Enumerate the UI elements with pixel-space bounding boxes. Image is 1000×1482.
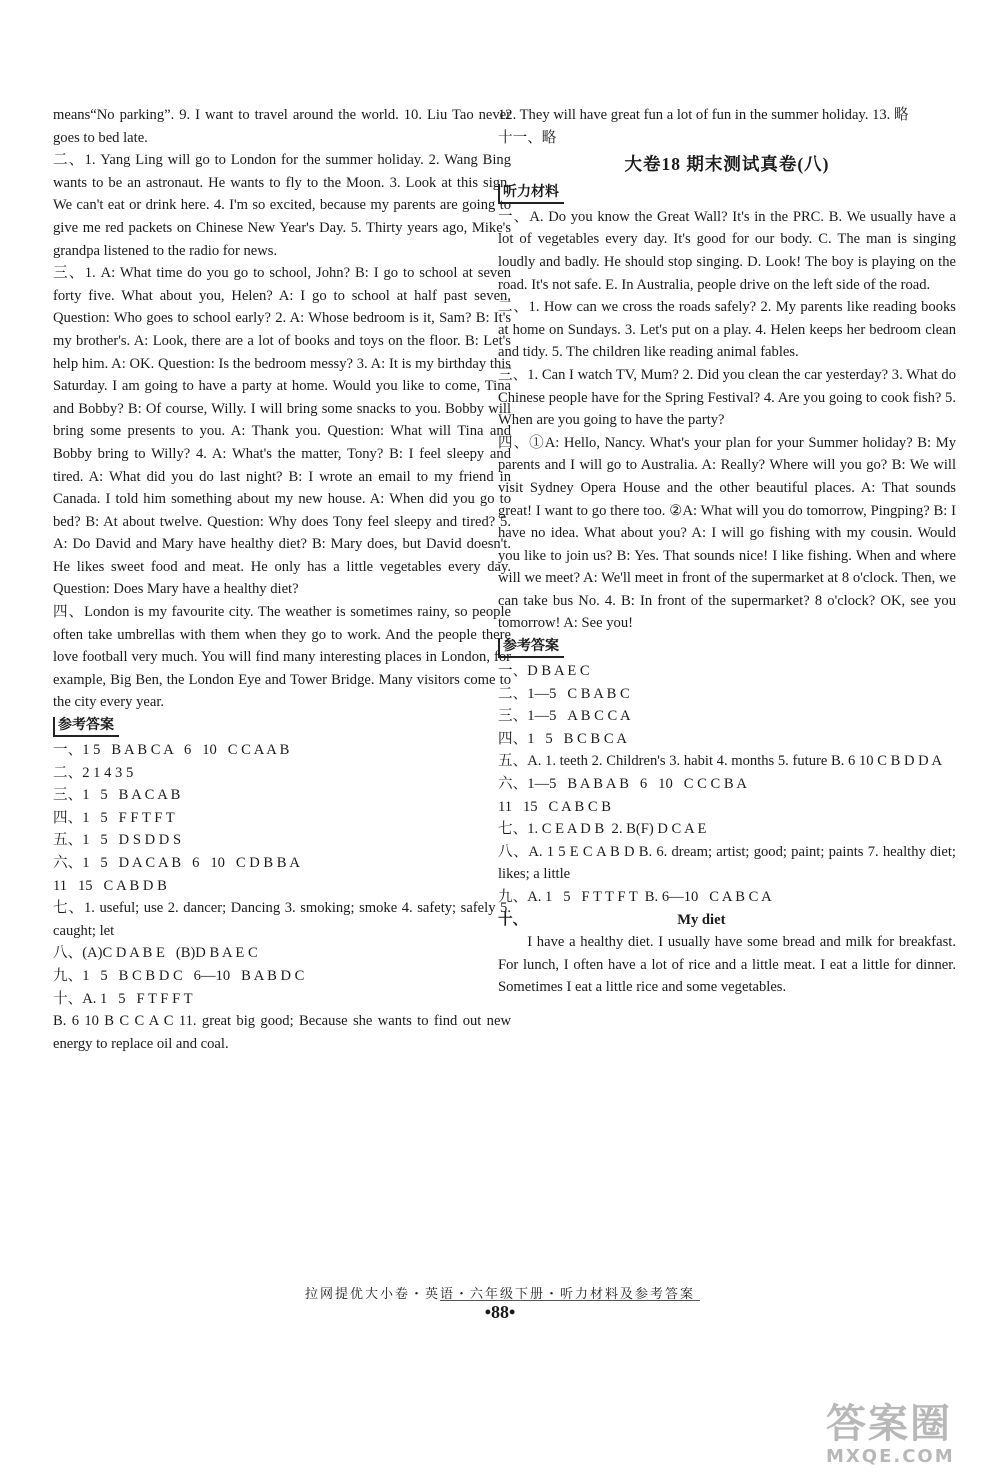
- watermark-logo: [826, 1402, 986, 1474]
- answer-line: 六、1 5 D A C A B 6 10 C D B B A: [53, 855, 300, 871]
- essay-heading: [498, 909, 956, 932]
- left-paragraph: 三、1. A: What time do you go to school, John? B: I go to school at seven forty five. What about you, Helen? A: I go to school at half past seven. Question: Who goes to school early? 2. A: Whose bedroom is it, Sam? B: It's my brother's. A: Look, there are a lot of books and toys on the floor. B: Let's help him. A: OK. Question: Is the bedroom messy? 3. A: It is my birthday this Saturday. I am going to have a party at home. Would you like to come, Tina and Bobby? B: Of course, Willy. I will bring some snacks to you. Bobby will bring some presents to you. A: Thank you. Question: What will Tina and Bobby bring to Willy? 4. A: What's the matter, Tony? B: I feel sleepy and tired. A: What did you do last night? B: I wrote an email to my friend in Canada. I told him something about my new house. A: When did you go to bed? B: At about twelve. Question: Why does Tony feel sleepy and tired? 5. A: Do David and Mary have healthy diet? B: Mary does, but David doesn't. He likes sweet food and meat. He only has a little vegetables every day. Question: Does Mary have a healthy diet?: [53, 265, 511, 598]
- essay-body: I have a healthy diet. I usually have some bread and milk for breakfast. For lunch, I often have a lot of rice and a little meat. I eat a little for dinner. Sometimes I eat a little rice and some vegetables.: [498, 934, 956, 996]
- page-number: •88•: [484, 1302, 516, 1322]
- answer-line: 三、1 5 B A C A B: [53, 787, 181, 804]
- answer-line: 六、1—5 B A B A B 6 10 C C C B A: [498, 776, 747, 793]
- answer-line: 八、(A)C D A B E (B)D B A E C: [53, 945, 258, 962]
- left-paragraph: means“No parking”. 9. I want to travel around the world. 10. Liu Tao never goes to bed late.: [53, 107, 511, 146]
- answer-line: 11 15 C A B C B: [498, 798, 611, 815]
- right-paragraph: 十一、略: [498, 129, 557, 146]
- answer-line: 二、2 1 4 3 5: [53, 764, 134, 781]
- answer-paragraph: 七、1. useful; use 2. dancer; Dancing 3. smoking; smoke 4. safety; safely 5. caught; let: [53, 900, 511, 939]
- answer-line: 三、1—5 A B C C A: [498, 708, 631, 725]
- footer-divider: [440, 1300, 700, 1301]
- answer-line: 一、D B A E C: [498, 663, 590, 680]
- answer-line: 五、1 5 D S D D S: [53, 832, 182, 849]
- answer-line: 七、1. C E A D B 2. B(F) D C A E: [498, 821, 707, 838]
- answer-line: 九、1 5 B C B D C 6—10 B A B D C: [53, 967, 305, 984]
- listening-material-label: 听力材料: [498, 184, 564, 204]
- answer-paragraph: B. 6 10 B C C A C 11. great big good; Because she wants to find out new energy to replace oil and coal.: [53, 1013, 511, 1052]
- essay-label: 十、: [498, 911, 528, 928]
- answer-line: 二、1—5 C B A B C: [498, 685, 630, 702]
- listening-paragraph: 二、1. How can we cross the roads safely? 2. My parents like reading books at home on Sundays. 3. Let's put on a play. 4. Helen keeps her bedroom clean and tidy. 5. The children like reading animal fables.: [498, 299, 956, 361]
- listening-paragraph: 三、1. Can I watch TV, Mum? 2. Did you clean the car yesterday? 3. What do Chinese people have for the Spring Festival? 4. Are you going to cook fish? 5. When are you going to have the party?: [498, 366, 956, 429]
- watermark-text: 答案圈: [826, 1401, 952, 1447]
- answer-line: 11 15 C A B D B: [53, 877, 167, 894]
- answer-key-label: 参考答案: [498, 638, 564, 658]
- answer-line: 九、A. 1 5 F T T F T B. 6—10 C A B C A: [498, 889, 772, 905]
- answer-key-label: 参考答案: [53, 717, 119, 737]
- answer-line: 十、A. 1 5 F T F F T: [53, 990, 193, 1007]
- watermark-url: MXQE.COM: [826, 1446, 955, 1467]
- left-column: [53, 104, 511, 1055]
- answer-paragraph: 八、A. 1 5 E C A B D B. 6. dream; artist; good; paint; paints 7. healthy diet; likes; a little: [498, 843, 956, 883]
- listening-paragraph: 四、①A: Hello, Nancy. What's your plan for your Summer holiday? B: My parents and I will go to Australia. A: Really? Where will you go? B: We will visit Sydney Opera House and the other beautiful places. A: That sounds great! I want to go there too. ②A: What will you do tomorrow, Pingping? B: I have no idea. What about you? A: I will go fishing with my cousin. Would you like to join us? B: Yes. That sounds nice! I like fishing. When and where will we meet? A: We'll meet in front of the supermarket at 8 o'clock. Then, we can take bus No. 4. B: In front of the supermarket? 8 o'clock? OK, see you tomorrow! A: See you!: [498, 434, 956, 632]
- right-column: [498, 104, 956, 999]
- left-paragraph: 二、1. Yang Ling will go to London for the summer holiday. 2. Wang Bing wants to be an astronaut. He wants to fly to the Moon. 3. Look at this sign. We can't eat or drink here. 4. I'm so excited, because my parents are going to give me red packets on Chinese New Year's Day. 5. Thirty years ago, Mike's grandpa listened to the radio for news.: [53, 152, 511, 259]
- answer-line: 四、1 5 F F T F T: [53, 809, 175, 826]
- section-title: 大卷18 期末测试真卷(八): [624, 154, 830, 175]
- page-footer: 拉网提优大小卷・英语・六年级下册・听力材料及参考答案: [304, 1286, 695, 1301]
- answer-line: 四、1 5 B C B C A: [498, 730, 627, 747]
- answer-paragraph: 五、A. 1. teeth 2. Children's 3. habit 4. months 5. future B. 6 10 C B D D A: [498, 753, 943, 770]
- answer-line: 一、1 5 B A B C A 6 10 C C A A B: [53, 742, 290, 759]
- left-paragraph: 四、London is my favourite city. The weather is sometimes rainy, so people often take umbrellas with them when they go to work. And the people there love football very much. You will find many interesting places in London, for example, Big Ben, the London Eye and Tower Bridge. Many visitors come to the city every year.: [53, 604, 511, 711]
- right-paragraph: 12. They will have great fun a lot of fun in the summer holiday. 13. 略: [498, 107, 909, 123]
- listening-paragraph: 一、A. Do you know the Great Wall? It's in the PRC. B. We usually have a lot of vegetables every day. It's good for our body. C. The man is singing loudly and badly. He should stop singing. D. Look! The boy is playing on the road. It's not safe. E. In Australia, people drive on the left side of the road.: [498, 208, 956, 293]
- essay-title: My diet: [677, 911, 726, 928]
